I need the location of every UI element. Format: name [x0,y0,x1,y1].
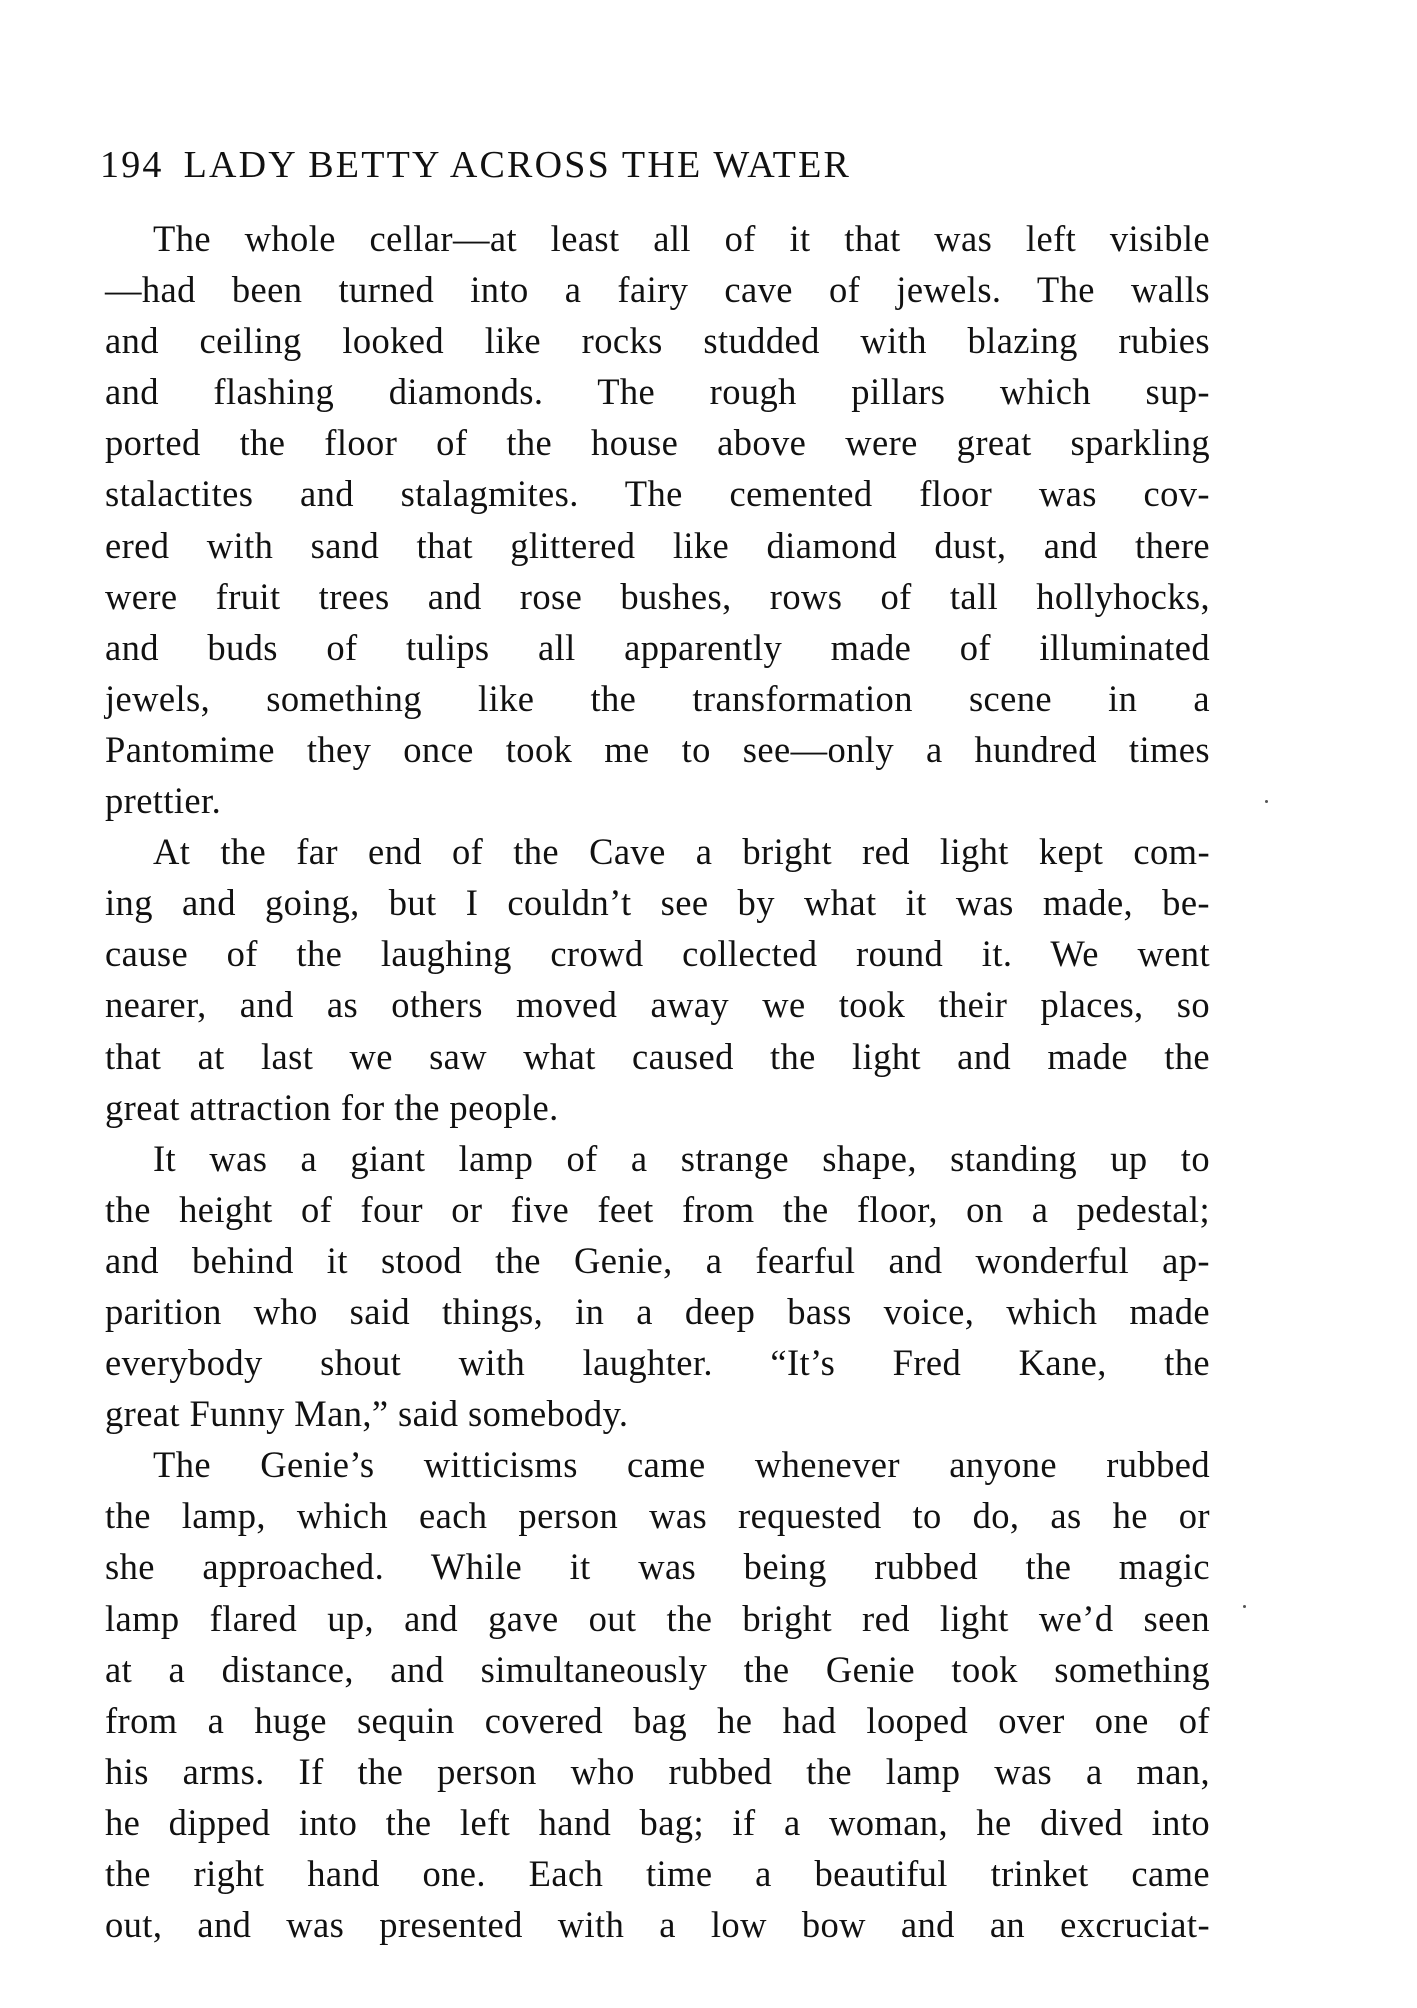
paragraph-3 [105,1133,1210,1440]
text-line: lamp flared up, and gave out the bright red light we’d seen [105,1597,1210,1639]
text-line: ing and going, but I couldn’t see by what it was made, be- [105,882,1210,924]
text-line: he dipped into the left hand bag; if a woman, he dived into [105,1801,1210,1843]
text-line: from a huge sequin covered bag he had looped over one of [105,1699,1210,1741]
text-line: prettier. [105,780,222,822]
text-line: his arms. If the person who rubbed the lamp was a man, [105,1750,1210,1792]
text-line: and behind it stood the Genie, a fearful and wonderful ap- [105,1239,1210,1281]
text-line: ported the floor of the house above were great sparkling [105,422,1210,464]
text-line: jewels, something like the transformation scene in a [105,677,1210,719]
text-line: The Genie’s witticisms came whenever anyone rubbed [153,1444,1210,1486]
text-line: ered with sand that glittered like diamond dust, and there [105,524,1210,566]
text-line: and ceiling looked like rocks studded with blazing rubies [105,320,1210,362]
text-line: she approached. While it was being rubbed the magic [105,1546,1210,1588]
text-line: the right hand one. Each time a beautiful trinket came [105,1853,1210,1894]
text-line: At the far end of the Cave a bright red light kept com- [153,831,1210,873]
text-line: and buds of tulips all apparently made of illuminated [105,626,1210,668]
text-line: the height of four or five feet from the floor, on a pedestal; [105,1188,1210,1230]
text-line: great Funny Man,” said somebody. [105,1393,629,1435]
text-line: out, and was presented with a low bow and an excruciat- [105,1904,1210,1946]
text-line: were fruit trees and rose bushes, rows of tall hollyhocks, [105,575,1210,617]
text-line: Pantomime they once took me to see—only a hundred times [105,728,1210,770]
text-line: at a distance, and simultaneously the Genie took something [105,1648,1210,1690]
page-number: 194 [100,144,164,186]
text-line: parition who said things, in a deep bass voice, which made [105,1290,1210,1332]
text-line: and flashing diamonds. The rough pillars which sup- [105,371,1210,413]
text-line: that at last we saw what caused the light and made the [105,1035,1210,1077]
text-line: stalactites and stalagmites. The cemented floor was cov- [105,473,1210,515]
text-line: —had been turned into a fairy cave of jewels. The walls [105,269,1210,311]
text-line: the lamp, which each person was requested to do, as he or [105,1495,1210,1537]
text-line: great attraction for the people. [105,1086,559,1128]
running-header [100,140,1210,190]
text-line: everybody shout with laughter. “It’s Fred Kane, the [105,1342,1210,1384]
body-text [105,213,1210,1950]
text-line: The whole cellar—at least all of it that was left visible [153,218,1210,259]
text-line: cause of the laughing crowd collected round it. We went [105,933,1210,975]
paragraph-1 [105,213,1210,826]
text-line: It was a giant lamp of a strange shape, standing up to [153,1137,1210,1179]
print-speck [1243,1605,1246,1608]
text-line: nearer, and as others moved away we took their places, so [105,984,1210,1026]
print-speck [1265,800,1268,803]
running-title: LADY BETTY ACROSS THE WATER [183,144,852,186]
paragraph-2 [105,826,1210,1133]
paragraph-4 [105,1439,1210,1950]
